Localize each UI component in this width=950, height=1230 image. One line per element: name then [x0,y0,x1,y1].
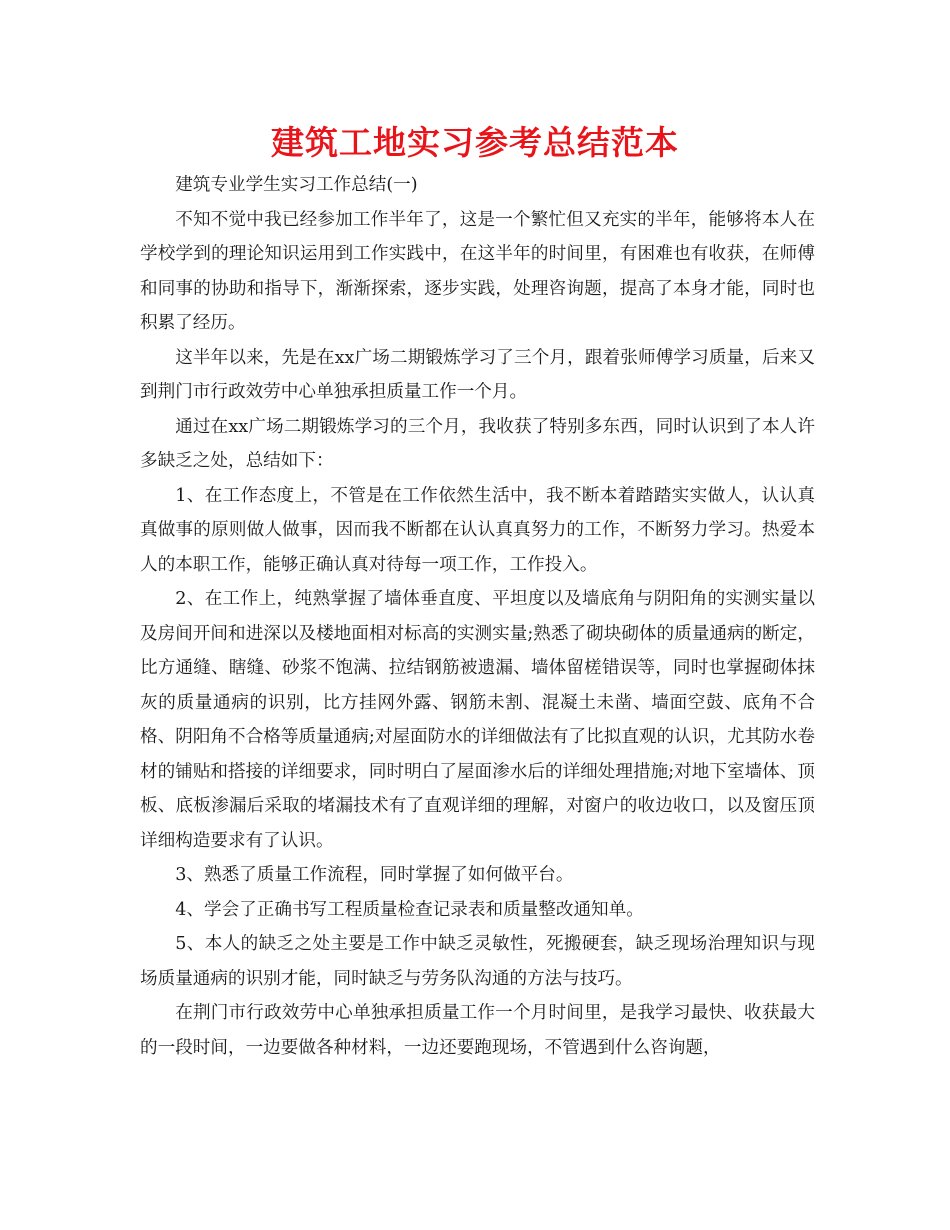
document-title: 建筑工地实习参考总结范本 [271,123,679,162]
overview-paragraph: 这半年以来，先是在xx广场二期锻炼学习了三个月，跟着张师傅学习质量，后来又到荆门市行政效劳中心单独承担质量工作一个月。 [140,347,815,402]
point-3-paragraph: 3、熟悉了质量工作流程，同时掌握了如何做平台。 [175,865,574,885]
subtitle-paragraph: 建筑专业学生实习工作总结(一) [175,175,418,195]
point-5-paragraph: 5、本人的缺乏之处主要是工作中缺乏灵敏性，死搬硬套，缺乏现场治理知识与现场质量通病的识别才能，同时缺乏与劳务队沟通的方法与技巧。 [140,934,815,989]
document-body [140,168,815,1065]
point-4-paragraph: 4、学会了正确书写工程质量检查记录表和质量整改通知单。 [175,899,644,920]
point-2-paragraph: 2、在工作上，纯熟掌握了墙体垂直度、平坦度以及墙底角与阴阳角的实测实量以及房间开间和进深以及楼地面相对标高的实测实量;熟悉了砌块砌体的质量通病的断定，比方通缝、瞎缝、砂浆不饱满、拉结钢筋被遗漏、墙体留槎错误等，同时也掌握砌体抹灰的质量通病的识别，比方挂网外露、钢筋未割、混凝土未凿、墙面空鼓、底角不合格、阴阳角不合格等质量通病;对屋面防水的详细做法有了比拟直观的认识，尤其防水卷材的铺贴和搭接的详细要求，同时明白了屋面渗水后的详细处理措施;对地下室墙体、顶板、底板渗漏后采取的堵漏技术有了直观详细的理解，对窗户的收边收口，以及窗压顶详细构造要求有了认识。 [140,589,815,851]
intro-paragraph: 不知不觉中我已经参加工作半年了，这是一个繁忙但又充实的半年，能够将本人在学校学到的理论知识运用到工作实践中，在这半年的时间里，有困难也有收获，在师傅和同事的协助和指导下，渐渐探索，逐步实践，处理咨询题，提高了本身才能，同时也积累了经历。 [140,209,815,333]
closing-paragraph: 在荆门市行政效劳中心单独承担质量工作一个月时间里，是我学习最快、收获最大的一段时间，一边要做各种材料，一边还要跑现场，不管遇到什么咨询题， [140,1003,815,1058]
summary-lead-paragraph: 通过在xx广场二期锻炼学习的三个月，我收获了特别多东西，同时认识到了本人许多缺乏之处，总结如下： [140,416,815,471]
point-1-paragraph: 1、在工作态度上，不管是在工作依然生活中，我不断本着踏踏实实做人，认认真真做事的原则做人做事，因而我不断都在认认真真努力的工作，不断努力学习。热爱本人的本职工作，能够正确认真对待每一项工作，工作投入。 [140,485,815,575]
